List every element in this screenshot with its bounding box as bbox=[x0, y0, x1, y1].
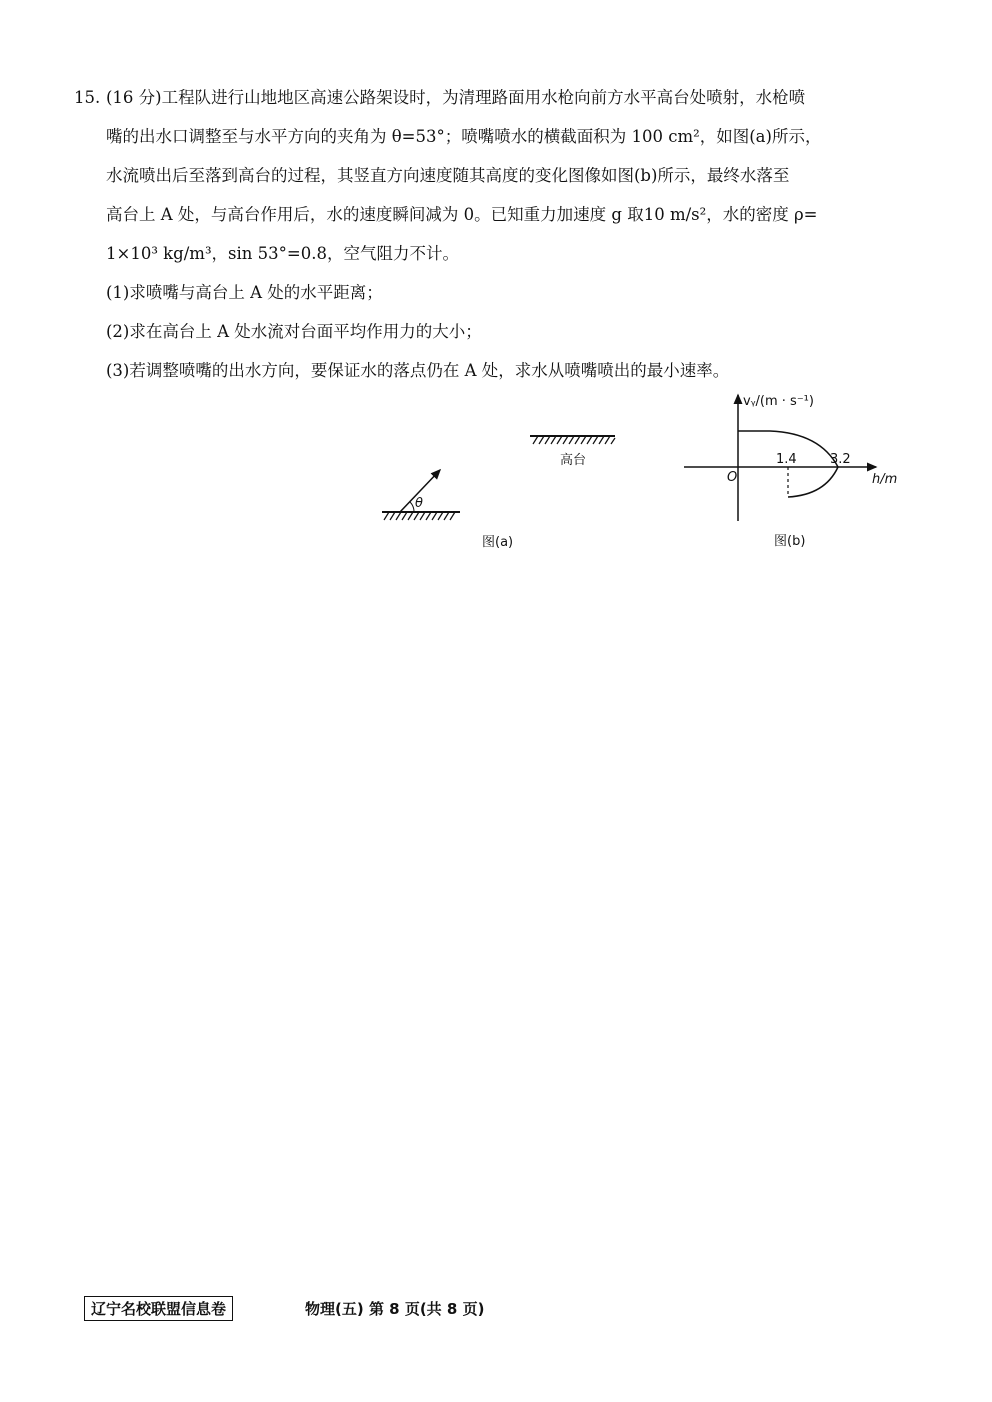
series-name: 辽宁名校联盟信息卷 bbox=[84, 1296, 233, 1321]
figure-b-caption: 图(b) bbox=[774, 534, 806, 549]
question-text-line: 1×10³ kg/m³，sin 53°=0.8，空气阻力不计。 bbox=[106, 244, 459, 263]
angle-arc bbox=[410, 502, 414, 512]
ground bbox=[382, 512, 460, 520]
footer bbox=[84, 1296, 484, 1321]
figure-a-caption: 图(a) bbox=[482, 535, 514, 550]
angle-label: θ bbox=[415, 496, 423, 511]
y-axis-label: vᵧ/(m · s⁻¹) bbox=[743, 394, 814, 409]
platform bbox=[530, 436, 615, 444]
platform-label: 高台 bbox=[560, 453, 587, 468]
sub-question-2: (2)求在高台上 A 处水流对台面平均作用力的大小； bbox=[106, 322, 482, 341]
page-info: 物理(五) 第 8 页(共 8 页) bbox=[305, 1300, 485, 1318]
question-text-line: 水流喷出后至落到高台的过程，其竖直方向速度随其高度的变化图像如图(b)所示，最终水落至 bbox=[106, 166, 790, 185]
sub-question-1: (1)求喷嘴与高台上 A 处的水平距离； bbox=[106, 283, 383, 302]
tick-3.2: 3.2 bbox=[830, 452, 851, 467]
question-line-1 bbox=[74, 78, 904, 117]
question-text-line: (16 分)工程队进行山地地区高速公路架设时，为清理路面用水枪向前方水平高台处喷射，水枪喷 bbox=[106, 88, 806, 107]
question-text-line: 嘴的出水口调整至与水平方向的夹角为 θ=53°；喷嘴喷水的横截面积为 100 cm²，如图(a)所示， bbox=[106, 127, 822, 146]
sub-question-3: (3)若调整喷嘴的出水方向，要保证水的落点仍在 A 处，求水从喷嘴喷出的最小速率。 bbox=[106, 361, 730, 380]
origin-label: O bbox=[727, 470, 738, 485]
question-15 bbox=[74, 78, 904, 390]
figure-b bbox=[670, 385, 910, 555]
figure-a bbox=[370, 420, 630, 560]
x-axis-label: h/m bbox=[872, 472, 898, 487]
question-text-line: 高台上 A 处，与高台作用后，水的速度瞬间减为 0。已知重力加速度 g 取10 m/s²，水的密度 ρ= bbox=[106, 205, 818, 224]
question-number: 15. bbox=[74, 88, 101, 107]
downward-curve bbox=[788, 467, 838, 497]
tick-1.4: 1.4 bbox=[776, 452, 797, 467]
